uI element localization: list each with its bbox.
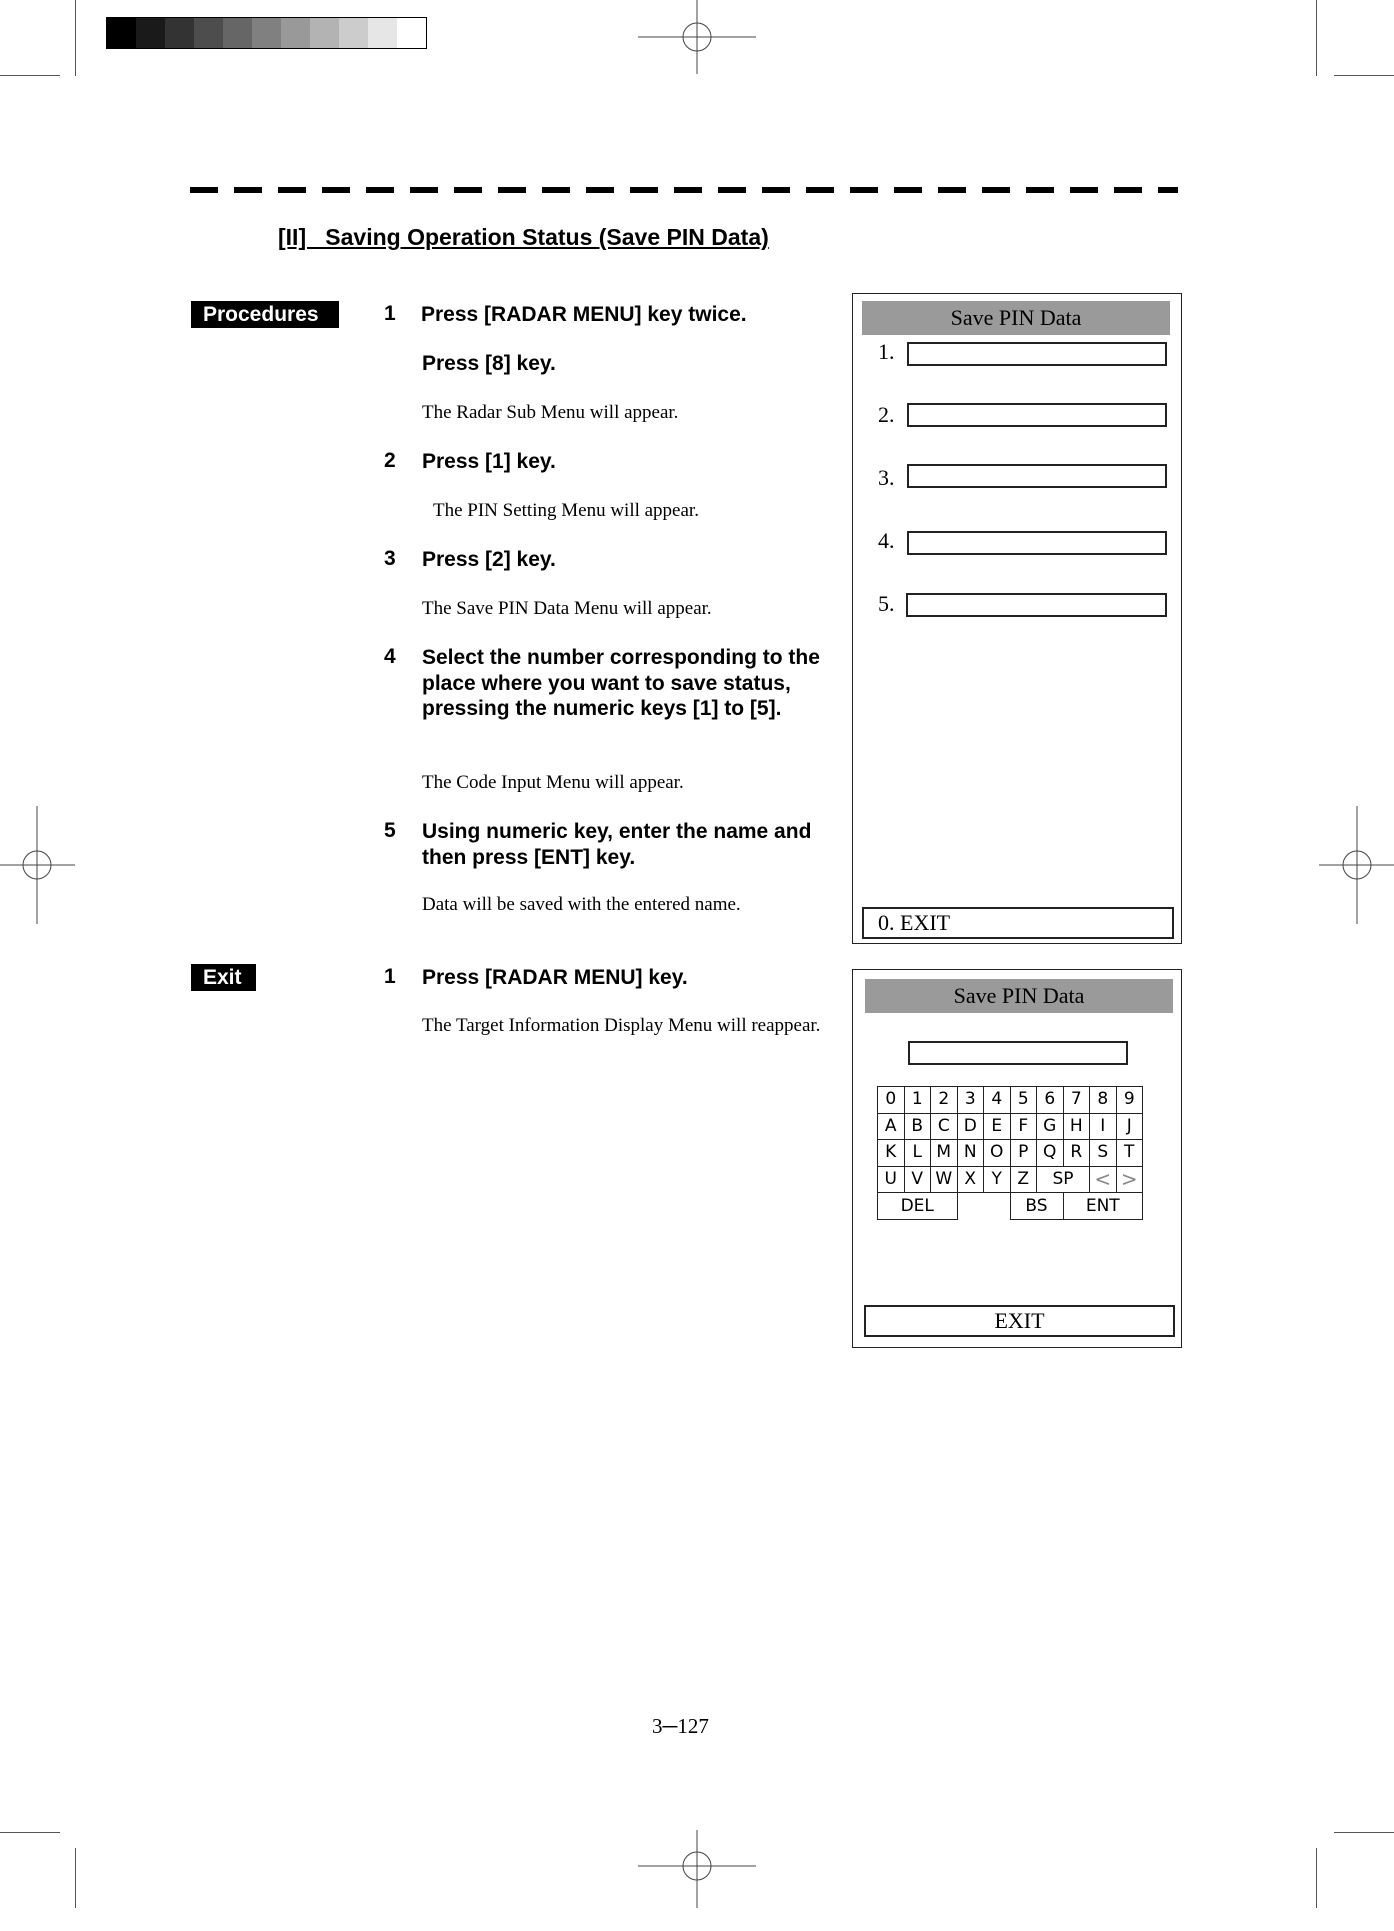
slot-label: 3. <box>878 465 895 490</box>
bs-key[interactable]: BS <box>1010 1193 1063 1220</box>
step-note: The Code Input Menu will appear. <box>422 772 684 793</box>
key[interactable]: Y <box>984 1166 1011 1193</box>
registration-mark-left <box>0 806 118 924</box>
step-text: Press [2] key. <box>422 548 556 571</box>
exit-tag: Exit <box>191 964 256 991</box>
step-number: 1 <box>384 965 396 988</box>
key[interactable]: K <box>878 1140 905 1167</box>
registration-mark-bottom <box>638 1808 756 1926</box>
step-note: Data will be saved with the entered name. <box>422 894 741 915</box>
save-pin-data-screen <box>852 293 1182 944</box>
key[interactable]: J <box>1116 1113 1143 1140</box>
key[interactable]: P <box>1010 1140 1037 1167</box>
ent-key[interactable]: ENT <box>1063 1193 1143 1220</box>
key[interactable]: 4 <box>984 1087 1011 1114</box>
key[interactable]: 7 <box>1063 1087 1090 1114</box>
dashed-divider <box>190 187 1178 193</box>
slot-label: 4. <box>878 528 895 553</box>
character-keyboard <box>877 1086 1143 1220</box>
cursor-left-key[interactable]: < <box>1090 1166 1117 1193</box>
registration-mark-right <box>1276 806 1394 924</box>
step-note: The Radar Sub Menu will appear. <box>422 402 679 423</box>
key[interactable]: N <box>957 1140 984 1167</box>
step-number: 4 <box>384 645 396 668</box>
key[interactable]: D <box>957 1113 984 1140</box>
key[interactable]: O <box>984 1140 1011 1167</box>
exit-button[interactable]: EXIT <box>864 1305 1175 1337</box>
step-number: 3 <box>384 547 396 570</box>
key[interactable]: Z <box>1010 1166 1037 1193</box>
step-note: The PIN Setting Menu will appear. <box>433 500 699 521</box>
pin-slot-1[interactable] <box>907 342 1167 366</box>
key[interactable]: 9 <box>1116 1087 1143 1114</box>
key[interactable]: 6 <box>1037 1087 1064 1114</box>
step-text: Press [RADAR MENU] key. <box>422 966 688 989</box>
key[interactable]: 2 <box>931 1087 958 1114</box>
key[interactable]: B <box>904 1113 931 1140</box>
key[interactable]: 1 <box>904 1087 931 1114</box>
section-heading: [II] Saving Operation Status (Save PIN Data) <box>278 224 769 250</box>
grayscale-strip <box>106 17 427 49</box>
del-key[interactable]: DEL <box>878 1193 958 1220</box>
step-number: 2 <box>384 449 396 472</box>
pin-slot-5[interactable] <box>906 593 1167 617</box>
key[interactable]: Q <box>1037 1140 1064 1167</box>
key[interactable]: X <box>957 1166 984 1193</box>
key[interactable]: M <box>931 1140 958 1167</box>
key[interactable]: 8 <box>1090 1087 1117 1114</box>
slot-label: 2. <box>878 402 895 427</box>
key[interactable]: 5 <box>1010 1087 1037 1114</box>
step-text: Using numeric key, enter the name and then press [ENT] key. <box>422 820 812 869</box>
exit-button[interactable]: 0. EXIT <box>862 907 1174 939</box>
key[interactable]: A <box>878 1113 905 1140</box>
key[interactable]: E <box>984 1113 1011 1140</box>
pin-slot-4[interactable] <box>907 531 1167 555</box>
key[interactable]: F <box>1010 1113 1037 1140</box>
key[interactable]: C <box>931 1113 958 1140</box>
step-note: The Target Information Display Menu will reappear. <box>422 1015 821 1036</box>
key[interactable]: G <box>1037 1113 1064 1140</box>
slot-label: 5. <box>878 591 895 616</box>
key[interactable]: 0 <box>878 1087 905 1114</box>
cursor-right-key[interactable]: > <box>1116 1166 1143 1193</box>
key[interactable]: U <box>878 1166 905 1193</box>
key[interactable]: S <box>1090 1140 1117 1167</box>
screen-title: Save PIN Data <box>862 301 1170 335</box>
step-number: 5 <box>384 819 396 842</box>
step-text: Press [8] key. <box>422 352 556 375</box>
key[interactable]: I <box>1090 1113 1117 1140</box>
key[interactable]: 3 <box>957 1087 984 1114</box>
key[interactable]: V <box>904 1166 931 1193</box>
pin-slot-3[interactable] <box>907 464 1167 488</box>
step-note: The Save PIN Data Menu will appear. <box>422 598 712 619</box>
key[interactable]: H <box>1063 1113 1090 1140</box>
name-input-field[interactable] <box>908 1041 1128 1065</box>
key[interactable]: T <box>1116 1140 1143 1167</box>
key[interactable]: W <box>931 1166 958 1193</box>
key[interactable]: R <box>1063 1140 1090 1167</box>
procedures-tag: Procedures <box>191 301 339 328</box>
step-text: Select the number corresponding to the place where you want to save status, pressing the numeric keys [1] to [5]. <box>422 646 820 720</box>
screen-title: Save PIN Data <box>865 979 1173 1013</box>
space-key[interactable]: SP <box>1037 1166 1090 1193</box>
step-text: Press [1] key. <box>422 450 556 473</box>
key[interactable]: L <box>904 1140 931 1167</box>
step-number: 1 <box>384 302 396 325</box>
slot-label: 1. <box>878 339 895 364</box>
page-number: 3─127 <box>652 1714 709 1738</box>
keyboard-gap <box>957 1193 1010 1220</box>
step-text: Press [RADAR MENU] key twice. <box>421 303 747 326</box>
registration-mark-top <box>638 0 756 118</box>
pin-slot-2[interactable] <box>907 403 1167 427</box>
